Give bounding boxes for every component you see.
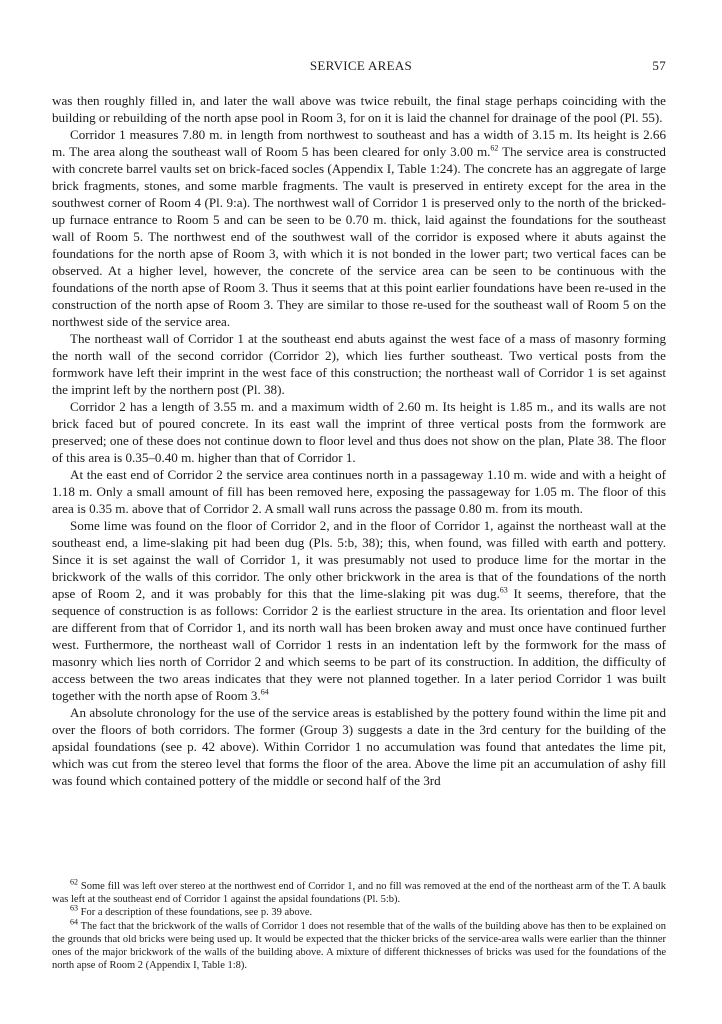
page-number: 57 [652, 58, 666, 73]
footnote-number: 64 [70, 917, 78, 927]
paragraph: At the east end of Corridor 2 the service area continues north in a passageway 1.10 m. wide and with a height of 1.18 m. Only a small amount of fill has been removed here, exposing the passageway for 1.05 m. The floor of this area is 0.35 m. above that of Corridor 2. A small wall runs across the passage 0.80 m. from its mouth. [52, 467, 666, 516]
footnote-number: 63 [70, 903, 78, 913]
running-head [0, 58, 722, 78]
footnote: $^{63}$ For a description of these foundations, see p. 39 above. [70, 903, 313, 919]
paragraph: Corridor 1 measures 7.80 m. in length from northwest to southeast and has a width of 3.15 m. Its height is 2.66 m. The area along the southeast wall of Room 5 has been cleared for only 3.00 m.$^{62}$ The service area is constructed with concrete barrel vaults set on brick-faced socles (Appendix I, Table 1:24). The concrete has an aggregate of large brick fragments, stones, and some marble fragments. The vault is preserved in entirety except for the area in the southwest corner of Room 4 (Pl. 9:a). The northwest wall of Corridor 1 is preserved only to the north of the bricked-up furnace entrance to Room 5 and can be seen to be 0.70 m. thick, laid against the foundations for the southeast wall of Room 5. The northwest end of the southwest wall of the corridor is exposed where it abuts against the foundations for the north apse of Room 3, with which it is not bonded in the lower part; two vertical faces can be observed. At a higher level, however, the concrete of the service area can be seen to be continuous with the foundations of the north apse of Room 3. Thus it seems that at this point earlier foundations have been re-used in the construction of the north apse of Room 3. They are similar to those re-used for the southeast wall of Room 5 on the northwest side of the service area. [52, 127, 666, 329]
footnote-number: 62 [70, 877, 78, 887]
footnote: $^{62}$ Some fill was left over stereo at the northwest end of Corridor 1, and no fill was removed at the end of the northeast arm of the T. A baulk was left at the southeast end of Corridor 1 against the apsidal foundations (Pl. 5:b). [52, 877, 666, 906]
footnote: $^{64}$ The fact that the brickwork of the walls of Corridor 1 does not resemble that of the walls of the building above has then to be explained on the grounds that old bricks were being used up. It would be expected that the thicker bricks of the service-area walls were earlier than the thinner ones of the major brickwork of the walls of the building above. A mixture of different thicknesses of bricks was used for the foundations of the north apse of Room 2 (Appendix I, Table 1:8). [52, 917, 666, 972]
body-text [52, 92, 666, 789]
running-title: SERVICE AREAS [309, 58, 413, 73]
paragraph: The northeast wall of Corridor 1 at the southeast end abuts against the west face of a mass of masonry forming the north wall of the second corridor (Corridor 2), which lies further southeast. Two vertical posts from the formwork have left their imprint in the west face of this construction; the northeast wall of Corridor 1 is set against the imprint left by the northern post (Pl. 38). [52, 331, 666, 397]
paragraph: An absolute chronology for the use of the service areas is established by the pottery found within the lime pit and over the floors of both corridors. The former (Group 3) suggests a date in the 3rd century for the building of the apsidal foundations (see p. 42 above). Within Corridor 1 no accumulation was found that antedates the lime pit, which was cut from the stereo level that forms the floor of the area. Above the lime pit an accumulation of ashy fill was found which contained pottery of the middle or second half of the 3rd [52, 705, 666, 788]
paragraph: was then roughly filled in, and later the wall above was twice rebuilt, the final stage perhaps coinciding with the building or rebuilding of the north apse pool in Room 3, for on it is laid the channel for drainage of the pool (Pl. 55). [52, 93, 666, 125]
footnotes [52, 877, 666, 972]
paragraph: Some lime was found on the floor of Corridor 2, and in the floor of Corridor 1, against the northeast wall at the southeast end, a lime-slaking pit had been dug (Pls. 5:b, 38); this, when found, was filled with earth and pottery. Since it is set against the wall of Corridor 1, it was presumably not used to produce lime for the mortar in the brickwork of the walls of this corridor. The only other brickwork in the area is that of the foundations of the north apse of Room 2, and it was probably for this that the lime-slaking pit was dug.$^{63}$ It seems, therefore, that the sequence of construction is as follows: Corridor 2 is the earliest structure in the area. Its orientation and floor level are different from that of Corridor 1, and its north wall has been broken away and must once have continued further west. Furthermore, the northeast wall of Corridor 1 rests in an indentation left by the formwork for the mass of masonry which lies north of Corridor 2 and which seems to be part of its construction. In addition, the difficulty of access between the two areas indicates that they were not planned together. In a later period Corridor 1 was built together with the north apse of Room 3.64 [52, 518, 666, 703]
paragraph: Corridor 2 has a length of 3.55 m. and a maximum width of 2.60 m. Its height is 1.85 m., and its walls are not brick faced but of poured concrete. In its east wall the imprint of three vertical posts from the formwork are preserved; one of these does not continue down to floor level and thus does not show on the plan, Plate 38. The floor of this area is 0.35–0.40 m. higher than that of Corridor 1. [52, 399, 666, 465]
footnote-ref[interactable]: 64 [260, 687, 269, 697]
footnote-ref[interactable]: 62 [490, 143, 499, 153]
footnote-ref[interactable]: 63 [499, 585, 508, 595]
